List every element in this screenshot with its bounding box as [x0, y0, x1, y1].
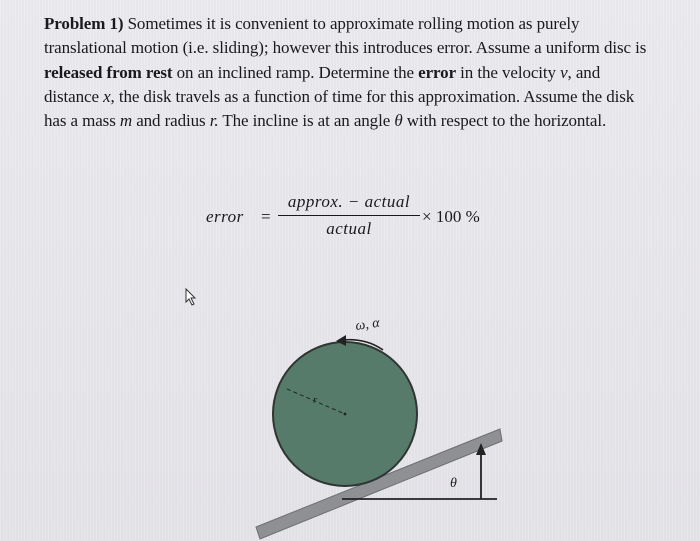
problem-number: Problem 1): [44, 14, 124, 33]
equation-numerator: approx. − actual: [287, 192, 411, 211]
theta-label: θ: [450, 476, 457, 491]
equation-equals: =: [261, 207, 271, 226]
equation-lhs: error: [206, 207, 244, 226]
equation-multiplier: × 100 %: [422, 207, 480, 226]
mouse-cursor-icon: [184, 287, 200, 307]
problem-statement: Problem 1) Sometimes it is convenient to approximate rolling motion as purely translational motion (i.e. sliding); however this introduces error. Assume a uniform disc is released from rest on an inclined ramp. Determine the error in the velocity v, and distance x, the disk travels as a function of time for this approximation. Assume the disk has a mass m and radius r. The incline is at an angle θ with respect to the horizontal.: [44, 14, 647, 131]
equation-denominator: actual: [326, 219, 372, 238]
omega-alpha-label: ω, α: [354, 315, 381, 334]
radius-label: r: [313, 394, 318, 406]
disc-center: [344, 413, 347, 416]
